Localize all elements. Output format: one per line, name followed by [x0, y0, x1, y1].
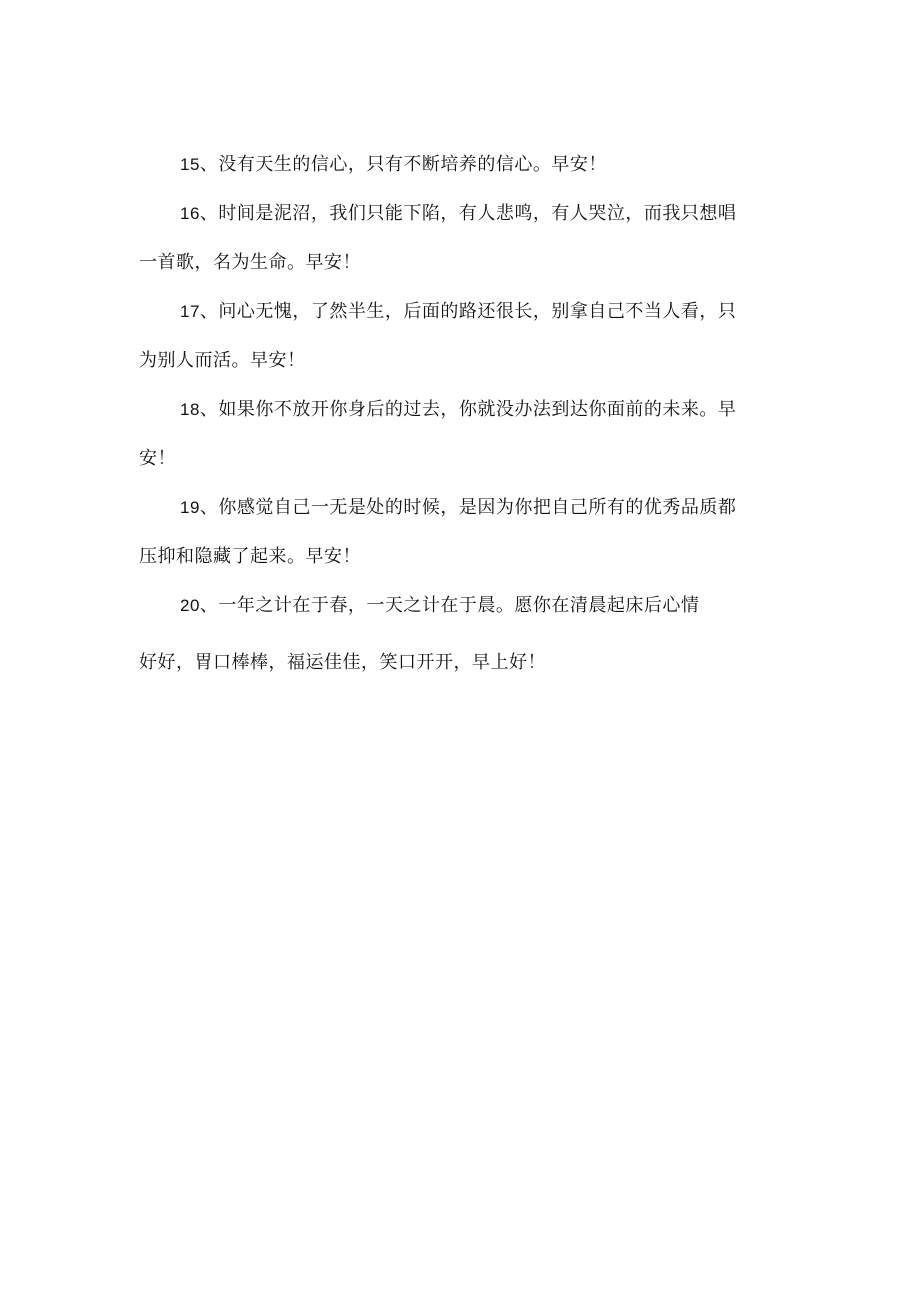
item-text: 、一年之计在于春，一天之计在于晨。愿你在清晨起床后心情 [199, 595, 700, 616]
document-body [139, 140, 784, 687]
item-text: 、时间是泥沼，我们只能下陷，有人悲鸣，有人哭泣，而我只想唱 [199, 203, 737, 224]
paragraph-line [139, 581, 784, 630]
paragraph-line: 安！ [139, 448, 176, 469]
paragraph-line: 一首歌，名为生命。早安！ [139, 252, 361, 273]
paragraph-line [139, 385, 784, 434]
quote-paragraph-19 [139, 483, 784, 581]
item-number: 18 [180, 400, 200, 419]
item-number: 17 [180, 302, 200, 321]
item-text: 、如果你不放开你身后的过去，你就没办法到达你面前的未来。早 [199, 399, 737, 420]
paragraph-line [139, 287, 784, 336]
paragraph-line: 为别人而活。早安！ [139, 350, 306, 371]
quote-paragraph-18 [139, 385, 784, 483]
item-number: 15 [180, 155, 200, 174]
paragraph-line [139, 189, 784, 238]
item-text: 、你感觉自己一无是处的时候，是因为你把自己所有的优秀品质都 [199, 497, 737, 518]
item-number: 16 [180, 204, 200, 223]
quote-paragraph-20 [139, 581, 784, 687]
item-text: 、问心无愧，了然半生，后面的路还很长，别拿自己不当人看，只 [199, 301, 737, 322]
quote-paragraph-17 [139, 287, 784, 385]
item-text: 、没有天生的信心，只有不断培养的信心。早安！ [199, 154, 607, 175]
paragraph-line [139, 140, 784, 189]
item-number: 20 [180, 596, 200, 615]
paragraph-line: 好好，胃口棒棒，福运佳佳，笑口开开，早上好！ [139, 652, 546, 673]
quote-paragraph-16 [139, 189, 784, 287]
quote-paragraph-15 [139, 140, 784, 189]
paragraph-line [139, 483, 784, 532]
item-number: 19 [180, 498, 200, 517]
paragraph-line: 压抑和隐藏了起来。早安！ [139, 546, 361, 567]
